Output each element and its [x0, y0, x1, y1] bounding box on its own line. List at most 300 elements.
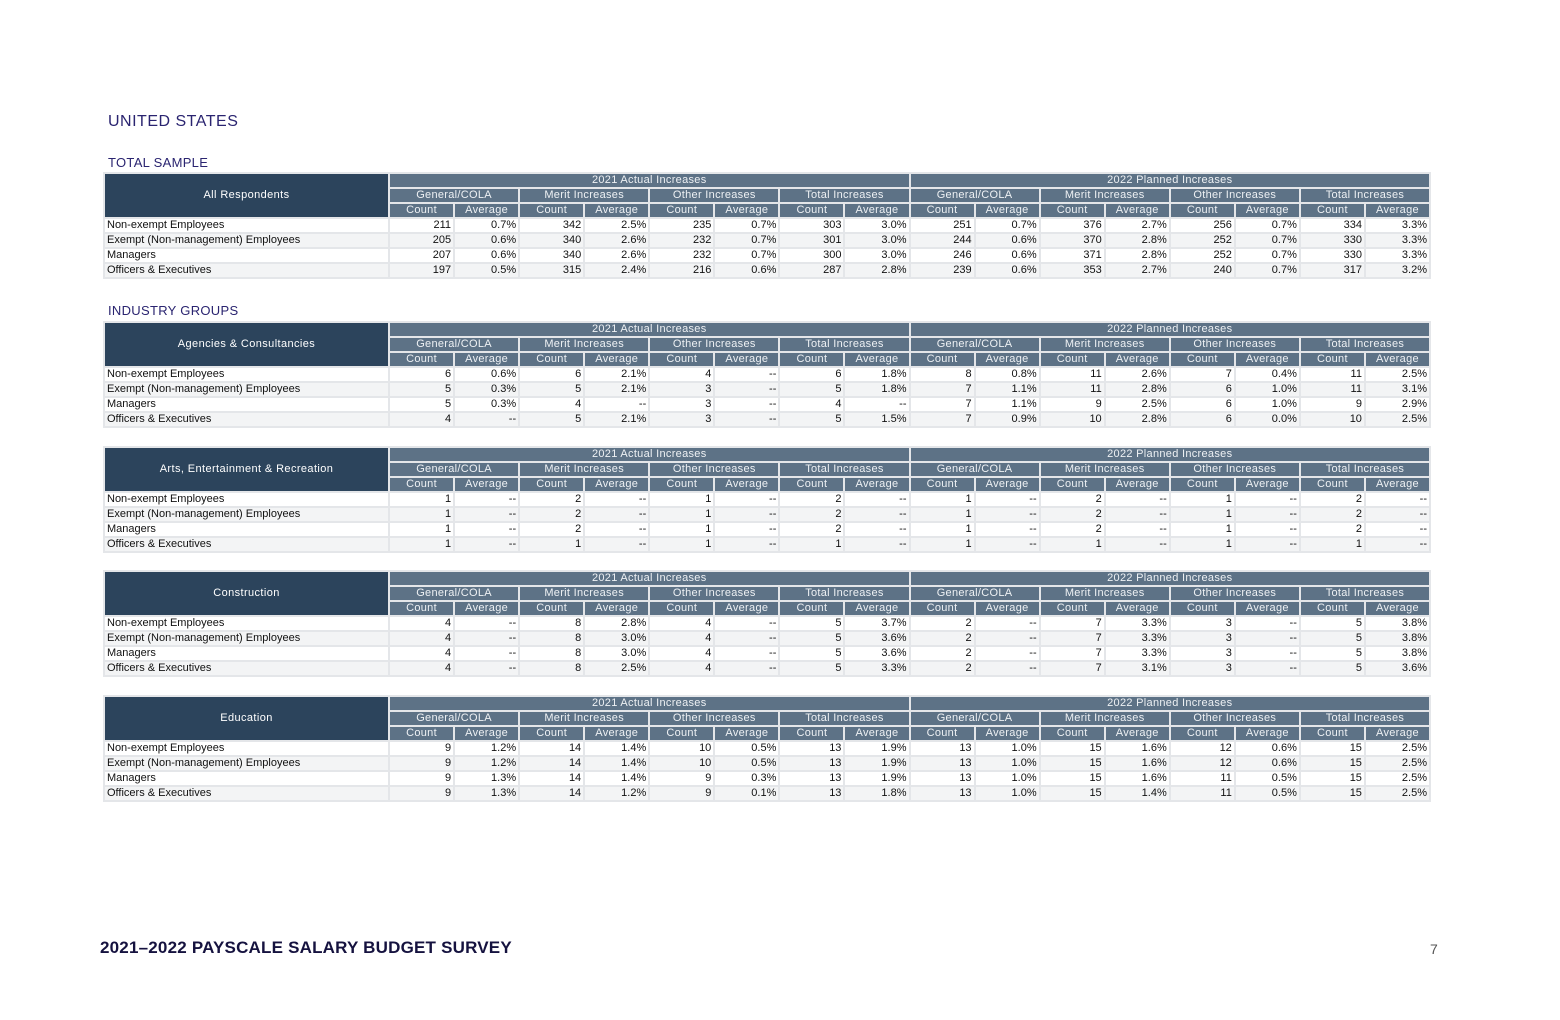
row-label: Managers — [105, 772, 388, 785]
count-cell: 11 — [1301, 383, 1364, 396]
count-header: Count — [1301, 204, 1364, 217]
average-cell: -- — [585, 508, 648, 521]
year-header-2022: 2022 Planned Increases — [911, 174, 1430, 187]
category-header: Other Increases — [1171, 189, 1299, 202]
average-cell: 1.0% — [1236, 398, 1299, 411]
average-cell: -- — [845, 493, 908, 506]
average-cell: 2.4% — [585, 264, 648, 277]
count-cell: 1 — [911, 538, 974, 551]
count-cell: 13 — [780, 742, 843, 755]
count-header: Count — [390, 353, 453, 366]
average-cell: 2.1% — [585, 413, 648, 426]
count-cell: 11 — [1041, 368, 1104, 381]
average-cell: 0.7% — [715, 234, 778, 247]
count-cell: 13 — [780, 757, 843, 770]
table-row — [105, 662, 1429, 675]
category-header: Other Increases — [650, 712, 778, 725]
count-cell: 9 — [390, 772, 453, 785]
count-cell: 2 — [1041, 508, 1104, 521]
count-cell: 7 — [911, 383, 974, 396]
count-cell: 15 — [1041, 757, 1104, 770]
count-cell: 13 — [911, 787, 974, 800]
category-header: Total Increases — [1301, 189, 1429, 202]
average-header: Average — [845, 353, 908, 366]
group-header: Arts, Entertainment & Recreation — [105, 448, 388, 491]
average-cell: 0.8% — [976, 368, 1039, 381]
count-header: Count — [650, 353, 713, 366]
count-cell: 232 — [650, 234, 713, 247]
average-cell: -- — [1366, 508, 1429, 521]
count-cell: 2 — [911, 647, 974, 660]
count-cell: 6 — [1171, 398, 1234, 411]
average-cell: -- — [976, 508, 1039, 521]
count-cell: 3 — [1171, 662, 1234, 675]
count-header: Count — [911, 204, 974, 217]
average-cell: 0.7% — [1236, 219, 1299, 232]
row-label: Exempt (Non-management) Employees — [105, 234, 388, 247]
count-cell: 4 — [650, 632, 713, 645]
count-cell: 1 — [911, 523, 974, 536]
average-header: Average — [976, 353, 1039, 366]
data-table — [103, 172, 1431, 279]
table-row — [105, 493, 1429, 506]
count-header: Count — [650, 478, 713, 491]
count-cell: 1 — [650, 493, 713, 506]
average-cell: -- — [455, 413, 518, 426]
count-cell: 14 — [520, 787, 583, 800]
average-header: Average — [1106, 478, 1169, 491]
count-cell: 235 — [650, 219, 713, 232]
category-header: General/COLA — [390, 338, 518, 351]
average-cell: 0.6% — [1236, 742, 1299, 755]
average-cell: 3.1% — [1366, 383, 1429, 396]
average-cell: 3.6% — [845, 632, 908, 645]
data-table — [103, 446, 1431, 553]
count-cell: 11 — [1041, 383, 1104, 396]
count-header: Count — [1171, 727, 1234, 740]
average-cell: -- — [1366, 493, 1429, 506]
average-cell: -- — [1236, 508, 1299, 521]
average-cell: -- — [1236, 632, 1299, 645]
count-cell: 15 — [1301, 742, 1364, 755]
average-cell: 1.8% — [845, 787, 908, 800]
count-cell: 12 — [1171, 757, 1234, 770]
count-header: Count — [650, 602, 713, 615]
average-cell: -- — [455, 647, 518, 660]
category-header: Total Increases — [780, 338, 908, 351]
average-cell: 0.6% — [715, 264, 778, 277]
average-header: Average — [455, 602, 518, 615]
count-cell: 1 — [1041, 538, 1104, 551]
average-cell: 2.8% — [1106, 249, 1169, 262]
average-cell: -- — [1236, 523, 1299, 536]
count-cell: 10 — [650, 757, 713, 770]
average-cell: 1.0% — [1236, 383, 1299, 396]
average-cell: 1.0% — [976, 787, 1039, 800]
count-cell: 232 — [650, 249, 713, 262]
average-header: Average — [715, 353, 778, 366]
category-header: General/COLA — [911, 189, 1039, 202]
average-header: Average — [1366, 478, 1429, 491]
table-row — [105, 383, 1429, 396]
category-header: Total Increases — [780, 189, 908, 202]
year-header-2021: 2021 Actual Increases — [390, 174, 909, 187]
count-header: Count — [390, 602, 453, 615]
category-header: Total Increases — [780, 587, 908, 600]
average-cell: 2.8% — [1106, 383, 1169, 396]
count-cell: 7 — [1171, 368, 1234, 381]
count-cell: 3 — [1171, 632, 1234, 645]
row-label: Exempt (Non-management) Employees — [105, 508, 388, 521]
group-header: Education — [105, 697, 388, 740]
count-header: Count — [1171, 478, 1234, 491]
count-cell: 5 — [390, 383, 453, 396]
average-cell: 3.0% — [585, 632, 648, 645]
count-header: Count — [1041, 727, 1104, 740]
count-cell: 1 — [1171, 523, 1234, 536]
category-header: Other Increases — [650, 587, 778, 600]
average-cell: 0.6% — [1236, 757, 1299, 770]
average-cell: 2.6% — [585, 249, 648, 262]
count-cell: 2 — [520, 493, 583, 506]
count-cell: 3 — [650, 398, 713, 411]
average-cell: 3.2% — [1366, 264, 1429, 277]
average-cell: 0.7% — [1236, 234, 1299, 247]
count-cell: 2 — [780, 523, 843, 536]
average-cell: 2.8% — [1106, 413, 1169, 426]
count-cell: 15 — [1301, 757, 1364, 770]
category-header: Other Increases — [1171, 338, 1299, 351]
count-cell: 2 — [1041, 493, 1104, 506]
average-cell: 2.1% — [585, 383, 648, 396]
average-header: Average — [1106, 353, 1169, 366]
country-heading: UNITED STATES — [108, 113, 239, 130]
average-cell: -- — [1366, 523, 1429, 536]
average-cell: 2.8% — [1106, 234, 1169, 247]
count-cell: 3 — [1171, 647, 1234, 660]
average-cell: 1.3% — [455, 787, 518, 800]
category-header: General/COLA — [911, 587, 1039, 600]
average-cell: 0.7% — [1236, 249, 1299, 262]
count-cell: 2 — [520, 523, 583, 536]
count-cell: 342 — [520, 219, 583, 232]
average-cell: -- — [976, 523, 1039, 536]
average-header: Average — [585, 353, 648, 366]
count-cell: 330 — [1301, 249, 1364, 262]
group-header: Agencies & Consultancies — [105, 323, 388, 366]
data-table — [103, 570, 1431, 677]
count-cell: 4 — [520, 398, 583, 411]
count-cell: 340 — [520, 249, 583, 262]
count-cell: 11 — [1301, 368, 1364, 381]
count-header: Count — [1041, 602, 1104, 615]
table-row — [105, 234, 1429, 247]
page-number: 7 — [1430, 941, 1438, 957]
average-cell: -- — [455, 493, 518, 506]
count-header: Count — [780, 602, 843, 615]
category-header: General/COLA — [911, 712, 1039, 725]
average-cell: 1.6% — [1106, 772, 1169, 785]
count-header: Count — [1171, 602, 1234, 615]
count-cell: 5 — [1301, 617, 1364, 630]
category-header: Total Increases — [1301, 587, 1429, 600]
average-cell: 2.9% — [1366, 398, 1429, 411]
count-cell: 376 — [1041, 219, 1104, 232]
count-cell: 9 — [1041, 398, 1104, 411]
average-cell: -- — [715, 508, 778, 521]
count-header: Count — [520, 478, 583, 491]
count-cell: 1 — [650, 508, 713, 521]
count-cell: 5 — [780, 617, 843, 630]
count-cell: 1 — [650, 523, 713, 536]
row-label: Managers — [105, 523, 388, 536]
count-cell: 330 — [1301, 234, 1364, 247]
table-row — [105, 647, 1429, 660]
average-cell: 2.7% — [1106, 219, 1169, 232]
average-cell: 0.7% — [715, 249, 778, 262]
count-cell: 2 — [520, 508, 583, 521]
average-header: Average — [1106, 602, 1169, 615]
row-label: Officers & Executives — [105, 538, 388, 551]
count-cell: 211 — [390, 219, 453, 232]
table-row — [105, 757, 1429, 770]
average-cell: 0.1% — [715, 787, 778, 800]
count-cell: 7 — [1041, 617, 1104, 630]
count-header: Count — [650, 204, 713, 217]
average-header: Average — [845, 204, 908, 217]
category-header: Total Increases — [1301, 463, 1429, 476]
count-cell: 1 — [390, 538, 453, 551]
average-cell: 2.5% — [1366, 787, 1429, 800]
average-cell: 0.5% — [455, 264, 518, 277]
count-header: Count — [1301, 478, 1364, 491]
average-cell: -- — [845, 508, 908, 521]
average-header: Average — [1106, 727, 1169, 740]
average-header: Average — [1366, 727, 1429, 740]
count-cell: 1 — [390, 493, 453, 506]
average-cell: 3.3% — [1106, 632, 1169, 645]
year-header-2022: 2022 Planned Increases — [911, 572, 1430, 585]
average-cell: 3.8% — [1366, 647, 1429, 660]
average-cell: 1.1% — [976, 398, 1039, 411]
count-cell: 1 — [1171, 538, 1234, 551]
row-label: Non-exempt Employees — [105, 493, 388, 506]
count-cell: 2 — [1301, 523, 1364, 536]
count-cell: 4 — [650, 662, 713, 675]
average-header: Average — [715, 478, 778, 491]
average-header: Average — [455, 727, 518, 740]
count-cell: 301 — [780, 234, 843, 247]
count-cell: 4 — [390, 662, 453, 675]
section-heading-industry-groups: INDUSTRY GROUPS — [108, 303, 239, 318]
table-row — [105, 398, 1429, 411]
category-header: Merit Increases — [520, 189, 648, 202]
category-header: Merit Increases — [1041, 587, 1169, 600]
average-cell: 2.7% — [1106, 264, 1169, 277]
average-header: Average — [585, 602, 648, 615]
average-cell: -- — [455, 538, 518, 551]
average-cell: 1.9% — [845, 757, 908, 770]
average-cell: -- — [715, 413, 778, 426]
count-cell: 15 — [1041, 772, 1104, 785]
average-cell: -- — [976, 538, 1039, 551]
count-cell: 5 — [780, 662, 843, 675]
average-cell: -- — [455, 508, 518, 521]
average-cell: 0.5% — [1236, 772, 1299, 785]
average-header: Average — [845, 727, 908, 740]
category-header: Merit Increases — [1041, 712, 1169, 725]
average-header: Average — [845, 478, 908, 491]
average-cell: -- — [455, 662, 518, 675]
average-cell: 3.7% — [845, 617, 908, 630]
category-header: Other Increases — [1171, 587, 1299, 600]
count-cell: 11 — [1171, 772, 1234, 785]
count-cell: 207 — [390, 249, 453, 262]
average-header: Average — [1236, 204, 1299, 217]
count-cell: 3 — [1171, 617, 1234, 630]
row-label: Officers & Executives — [105, 264, 388, 277]
average-cell: 3.0% — [845, 234, 908, 247]
average-cell: -- — [715, 523, 778, 536]
count-cell: 239 — [911, 264, 974, 277]
average-cell: -- — [845, 523, 908, 536]
average-cell: 3.0% — [845, 219, 908, 232]
count-header: Count — [1171, 204, 1234, 217]
count-cell: 6 — [520, 368, 583, 381]
average-cell: 3.8% — [1366, 617, 1429, 630]
count-cell: 353 — [1041, 264, 1104, 277]
average-cell: 3.3% — [1106, 617, 1169, 630]
average-cell: 0.6% — [455, 368, 518, 381]
count-cell: 7 — [911, 398, 974, 411]
table-row — [105, 219, 1429, 232]
table-row — [105, 413, 1429, 426]
category-header: Other Increases — [650, 463, 778, 476]
average-cell: 0.6% — [976, 234, 1039, 247]
row-label: Managers — [105, 398, 388, 411]
average-header: Average — [845, 602, 908, 615]
count-header: Count — [780, 353, 843, 366]
count-cell: 1 — [911, 493, 974, 506]
average-cell: -- — [585, 493, 648, 506]
average-header: Average — [1236, 727, 1299, 740]
average-cell: 1.0% — [976, 742, 1039, 755]
count-cell: 2 — [911, 617, 974, 630]
average-cell: 3.6% — [1366, 662, 1429, 675]
count-header: Count — [390, 727, 453, 740]
count-cell: 1 — [520, 538, 583, 551]
average-cell: 3.8% — [1366, 632, 1429, 645]
count-cell: 252 — [1171, 249, 1234, 262]
average-cell: 1.5% — [845, 413, 908, 426]
count-cell: 12 — [1171, 742, 1234, 755]
count-cell: 14 — [520, 742, 583, 755]
average-cell: 2.5% — [1366, 413, 1429, 426]
count-cell: 197 — [390, 264, 453, 277]
average-cell: 1.9% — [845, 772, 908, 785]
count-cell: 240 — [1171, 264, 1234, 277]
count-cell: 4 — [390, 632, 453, 645]
count-cell: 5 — [390, 398, 453, 411]
table-row — [105, 742, 1429, 755]
footer-title: 2021–2022 PAYSCALE SALARY BUDGET SURVEY — [100, 938, 512, 957]
data-table — [103, 321, 1431, 428]
count-cell: 7 — [1041, 662, 1104, 675]
year-header-2022: 2022 Planned Increases — [911, 697, 1430, 710]
category-header: General/COLA — [390, 189, 518, 202]
category-header: Merit Increases — [1041, 338, 1169, 351]
count-cell: 216 — [650, 264, 713, 277]
count-header: Count — [650, 727, 713, 740]
count-cell: 2 — [1041, 523, 1104, 536]
table-row — [105, 508, 1429, 521]
category-header: Other Increases — [1171, 463, 1299, 476]
average-cell: -- — [976, 617, 1039, 630]
count-header: Count — [520, 353, 583, 366]
average-cell: -- — [1236, 662, 1299, 675]
average-cell: 3.3% — [1366, 234, 1429, 247]
average-header: Average — [715, 204, 778, 217]
count-cell: 9 — [1301, 398, 1364, 411]
category-header: Merit Increases — [520, 463, 648, 476]
category-header: Merit Increases — [520, 587, 648, 600]
average-cell: -- — [585, 398, 648, 411]
average-header: Average — [1236, 602, 1299, 615]
count-header: Count — [780, 727, 843, 740]
average-cell: -- — [845, 398, 908, 411]
count-cell: 3 — [650, 413, 713, 426]
count-cell: 8 — [520, 632, 583, 645]
average-cell: 3.1% — [1106, 662, 1169, 675]
table-row — [105, 772, 1429, 785]
average-cell: 2.5% — [1366, 772, 1429, 785]
count-header: Count — [520, 602, 583, 615]
row-label: Exempt (Non-management) Employees — [105, 757, 388, 770]
count-cell: 5 — [780, 413, 843, 426]
table-row — [105, 617, 1429, 630]
average-cell: 1.0% — [976, 772, 1039, 785]
count-header: Count — [911, 353, 974, 366]
average-cell: 1.6% — [1106, 742, 1169, 755]
count-cell: 7 — [1041, 647, 1104, 660]
count-cell: 1 — [650, 538, 713, 551]
average-header: Average — [1106, 204, 1169, 217]
average-header: Average — [976, 204, 1039, 217]
count-cell: 371 — [1041, 249, 1104, 262]
average-cell: 1.8% — [845, 383, 908, 396]
count-header: Count — [390, 204, 453, 217]
table-row — [105, 632, 1429, 645]
average-cell: 0.5% — [715, 742, 778, 755]
average-header: Average — [1366, 204, 1429, 217]
count-cell: 317 — [1301, 264, 1364, 277]
average-cell: 1.0% — [976, 757, 1039, 770]
table-row — [105, 368, 1429, 381]
count-cell: 13 — [911, 742, 974, 755]
count-cell: 15 — [1301, 772, 1364, 785]
count-header: Count — [520, 204, 583, 217]
count-cell: 13 — [780, 787, 843, 800]
average-header: Average — [455, 204, 518, 217]
count-cell: 7 — [911, 413, 974, 426]
average-cell: -- — [455, 632, 518, 645]
category-header: Merit Increases — [1041, 463, 1169, 476]
average-cell: -- — [715, 647, 778, 660]
count-cell: 6 — [1171, 383, 1234, 396]
count-header: Count — [911, 478, 974, 491]
average-cell: -- — [1366, 538, 1429, 551]
average-cell: -- — [976, 632, 1039, 645]
